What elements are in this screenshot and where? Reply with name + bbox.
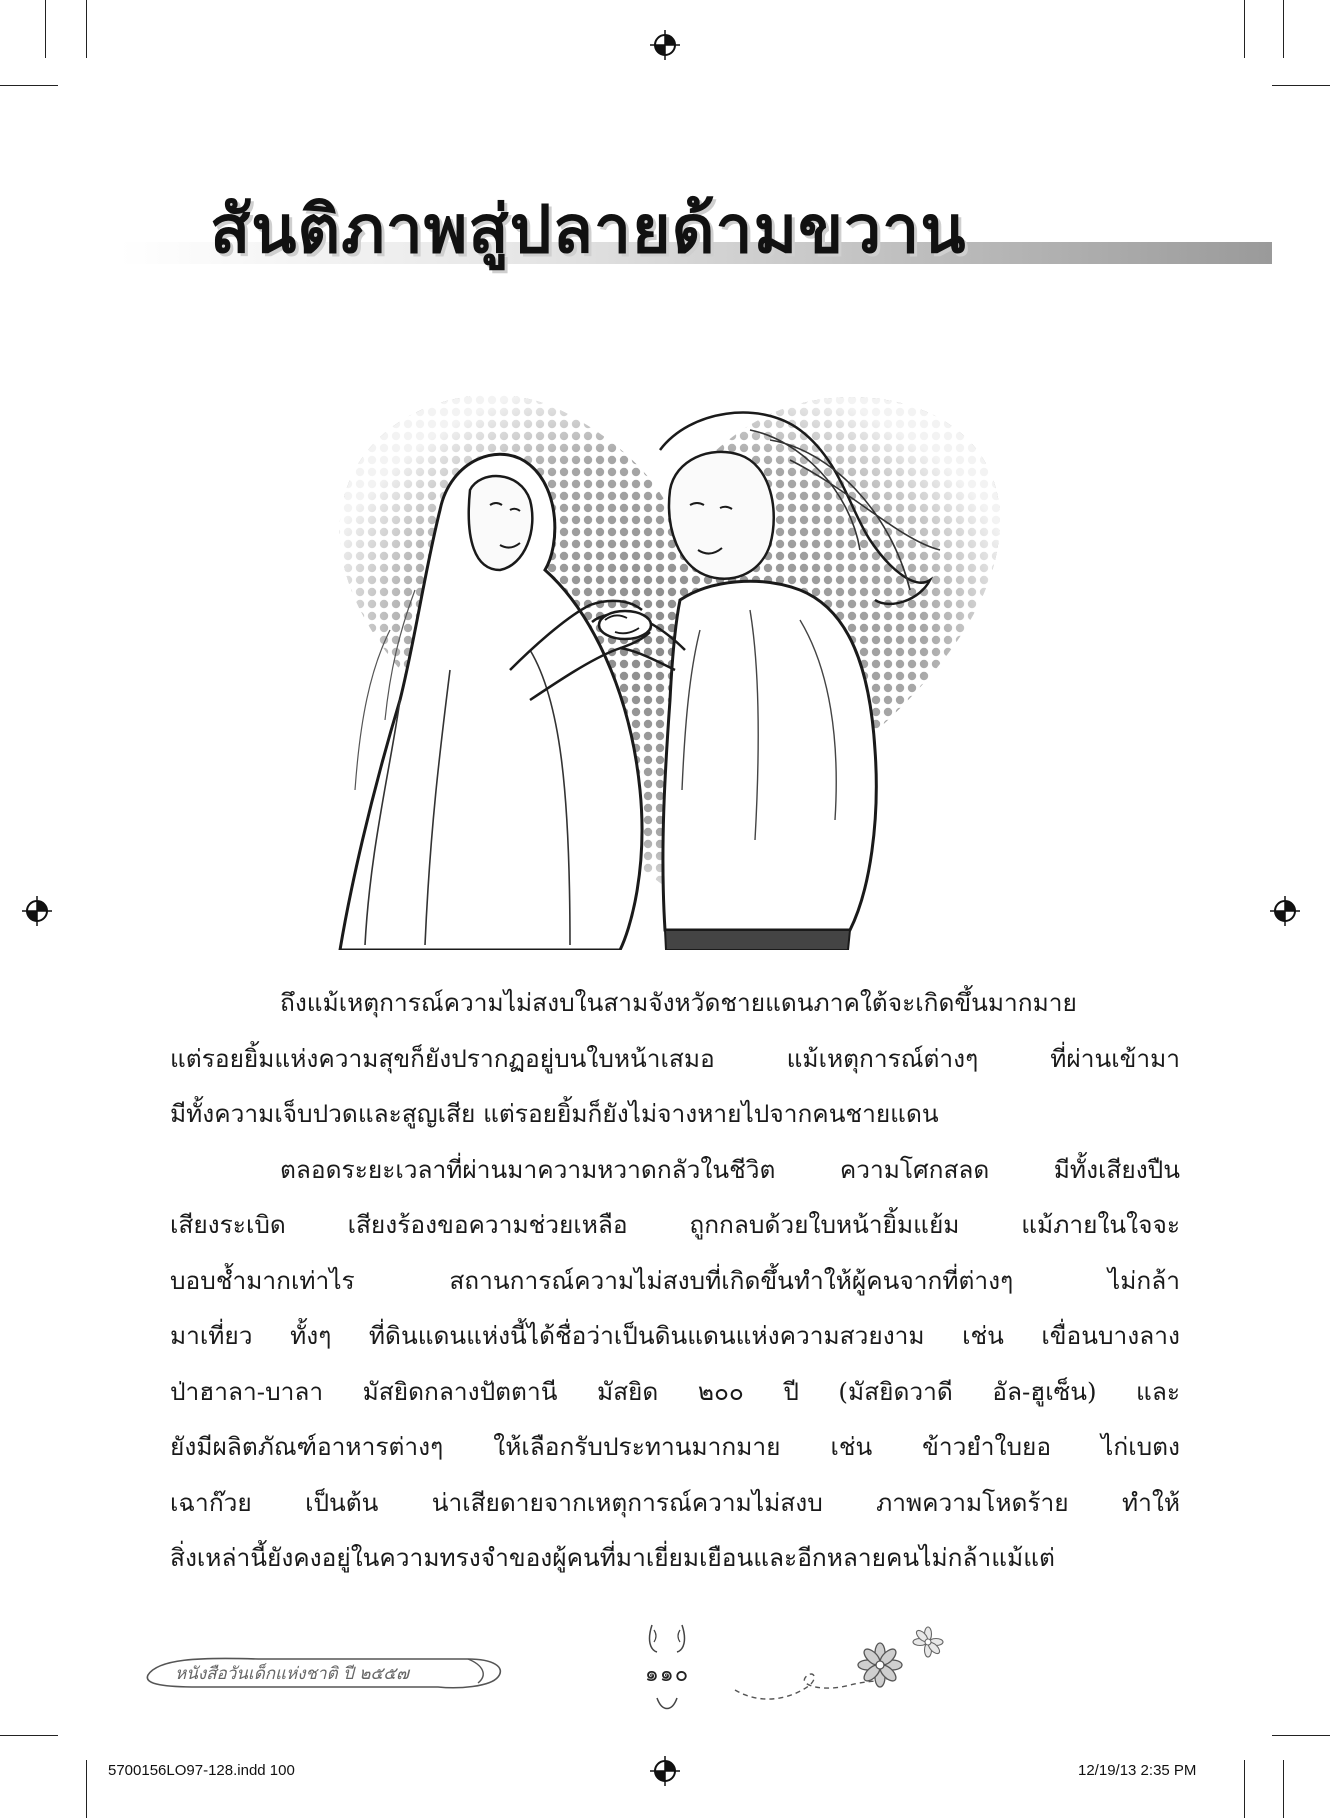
two-women-holding-hands-heart-illustration (330, 370, 1010, 950)
paragraph-2-line-5: ป่าฮาลา-บาลา มัสยิดกลางปัตตานี มัสยิด ๒๐๐ ปี (มัสยิดวาดี อัล-ฮูเซ็น) และ (170, 1376, 1180, 1406)
paragraph-1-line-1: ถึงแม้เหตุการณ์ความไม่สงบในสามจังหวัดชายแดนภาคใต้จะเกิดขึ้นมากมาย (280, 988, 1077, 1017)
paragraph-2-line-8: สิ่งเหล่านี้ยังคงอยู่ในความทรงจำของผู้คนที่มาเยี่ยมเยือนและอีกหลายคนไม่กล้าแม้แต่ (170, 1543, 1055, 1572)
crop-mark-top-left-v (45, 0, 46, 58)
registration-mark-bottom-icon (650, 1756, 680, 1786)
paragraph-2-line-4: มาเที่ยว ทั้งๆ ที่ดินแดนแห่งนี้ได้ชื่อว่าเป็นดินแดนแห่งความสวยงาม เช่น เขื่อนบางลาง (170, 1321, 1180, 1350)
paragraph-2-line-7: เฉาก๊วย เป็นต้น น่าเสียดายจากเหตุการณ์ความไม่สงบ ภาพความโหดร้าย ทำให้ (170, 1487, 1180, 1517)
paragraph-1-line-2: แต่รอยยิ้มแห่งความสุขก็ยังปรากฏอยู่บนใบหน้าเสมอ แม้เหตุการณ์ต่างๆ ที่ผ่านเข้ามา (170, 1043, 1180, 1073)
crop-mark-bottom-right-v (1244, 1760, 1245, 1818)
paragraph-1-line-3: มีทั้งความเจ็บปวดและสูญเสีย แต่รอยยิ้มก็ยังไม่จางหายไปจากคนชายแดน (170, 1099, 939, 1128)
crop-mark-top-right-v2 (1283, 0, 1284, 58)
paragraph-2-line-2: เสียงระเบิด เสียงร้องขอความช่วยเหลือ ถูกกลบด้วยใบหน้ายิ้มแย้ม แม้ภายในใจจะ (170, 1210, 1180, 1239)
registration-mark-left-icon (22, 896, 52, 926)
paragraph-2-line-3: บอบช้ำมากเท่าไร สถานการณ์ความไม่สงบที่เกิดขึ้นทำให้ผู้คนจากที่ต่างๆ ไม่กล้า (170, 1265, 1180, 1295)
slug-file-info: 5700156LO97-128.indd 100 (108, 1762, 295, 1779)
registration-mark-top-icon (650, 30, 680, 60)
crop-mark-bottom-right-v2 (1283, 1760, 1284, 1818)
flower-dashed-trail-icon (730, 1620, 960, 1710)
crop-mark-top-right-h (1272, 85, 1330, 86)
crop-mark-bottom-right-h (1272, 1735, 1330, 1736)
crop-mark-top-left-h (0, 85, 58, 86)
crop-mark-top-left-v2 (86, 0, 87, 58)
crop-mark-top-right-v (1244, 0, 1245, 58)
paragraph-2-line-6: ยังมีผลิตภัณฑ์อาหารต่างๆ ให้เลือกรับประทานมากมาย เช่น ข้าวยำใบยอ ไก่เบตง (170, 1432, 1180, 1461)
body-text (170, 975, 1180, 1586)
page-number: ๑๑๐ (644, 1662, 690, 1687)
paragraph-2-line-1: ตลอดระยะเวลาที่ผ่านมาความหวาดกลัวในชีวิต ความโศกสลด มีทั้งเสียงปืน (280, 1154, 1180, 1184)
registration-mark-right-icon (1270, 896, 1300, 926)
slug-timestamp: 12/19/13 2:35 PM (1078, 1762, 1197, 1779)
footer-book-label: หนังสือวันเด็กแห่งชาติ ปี ๒๕๕๗ (175, 1664, 409, 1684)
crop-mark-bottom-left-h (0, 1735, 58, 1736)
crop-mark-bottom-left-v (86, 1760, 87, 1818)
page-title: สันติภาพสู่ปลายด้ามขวาน (210, 191, 967, 268)
